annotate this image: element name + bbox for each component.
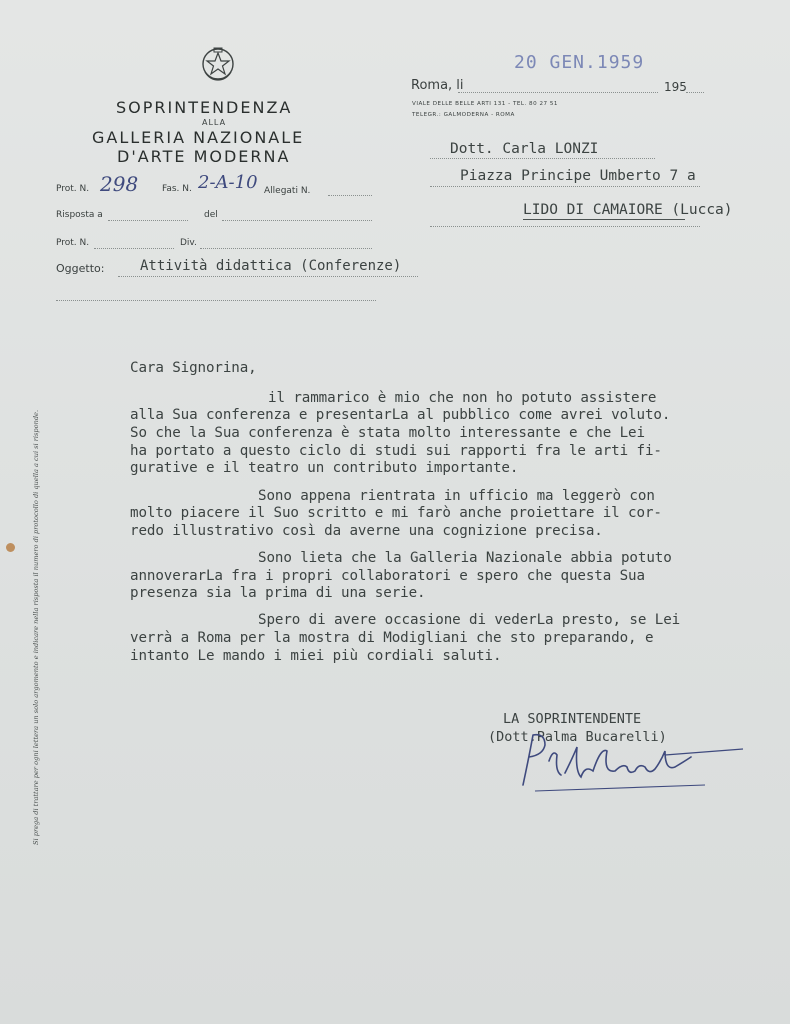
year-line — [686, 92, 704, 93]
place-label: Roma, li — [411, 78, 464, 93]
recipient-city-underline — [523, 219, 685, 220]
letterhead-line2: ALLA — [202, 118, 227, 127]
recipient-city: LIDO DI CAMAIORE (Lucca) — [523, 202, 733, 218]
signature-name: (Dott.Palma Bucarelli) — [488, 729, 667, 745]
body-line: presenza sia la prima di una serie. — [130, 585, 426, 601]
italian-emblem-icon — [200, 45, 236, 83]
allegati-label: Allegati N. — [264, 186, 311, 196]
recipient-street: Piazza Principe Umberto 7 a — [460, 168, 696, 184]
recipient-street-line — [430, 186, 700, 187]
date-line — [458, 92, 658, 93]
body-line: annoverarLa fra i propri collaboratori e spero che questa Sua — [130, 568, 645, 584]
recipient-name: Dott. Carla LONZI — [450, 141, 599, 157]
prot2-line — [94, 248, 174, 249]
allegati-line — [328, 195, 372, 196]
punch-hole-mark — [6, 543, 15, 552]
year-prefix: 195 — [664, 80, 687, 94]
div-label: Div. — [180, 238, 197, 248]
oggetto-label: Oggetto: — [56, 262, 105, 275]
del-line — [222, 220, 372, 221]
letterhead-line1: SOPRINTENDENZA — [116, 98, 293, 117]
del-label: del — [204, 210, 218, 220]
body-line: intanto Le mando i miei più cordiali saluti. — [130, 648, 502, 664]
body-line: molto piacere il Suo scritto e mi farò anche proiettare il cor- — [130, 505, 662, 521]
body-line: il rammarico è mio che non ho potuto assistere — [268, 390, 657, 406]
fas-value: 2-A-10 — [198, 172, 258, 193]
prot2-label: Prot. N. — [56, 238, 90, 248]
body-line: alla Sua conferenza e presentarLa al pubblico come avrei voluto. — [130, 407, 671, 423]
letterhead-line4: D'ARTE MODERNA — [117, 147, 291, 166]
oggetto-line1 — [118, 276, 418, 277]
address-line1: VIALE DELLE BELLE ARTI 131 - TEL. 80 27 51 — [412, 101, 558, 107]
signature-title: LA SOPRINTENDENTE — [503, 711, 642, 727]
body-line: Sono lieta che la Galleria Nazionale abbia potuto — [258, 550, 672, 566]
prot-label: Prot. N. — [56, 184, 90, 194]
body-line: Spero di avere occasione di vederLa presto, se Lei — [258, 612, 681, 628]
salutation: Cara Signorina, — [130, 360, 257, 376]
body-line: verrà a Roma per la mostra di Modigliani che sto preparando, e — [130, 630, 654, 646]
letterhead-line3: GALLERIA NAZIONALE — [92, 128, 305, 147]
handwritten-signature — [515, 727, 745, 797]
risposta-line — [108, 220, 188, 221]
prot-value: 298 — [100, 172, 139, 196]
oggetto-line2 — [56, 300, 376, 301]
recipient-name-line — [430, 158, 655, 159]
oggetto-value: Attività didattica (Conferenze) — [140, 258, 402, 274]
signature-handwritten-text — [600, 780, 606, 781]
body-line: gurative e il teatro un contributo importante. — [130, 460, 519, 476]
body-line: So che la Sua conferenza è stata molto interessante e che Lei — [130, 425, 645, 441]
fas-label: Fas. N. — [162, 184, 192, 194]
body-line: redo illustrativo così da averne una cognizione precisa. — [130, 523, 603, 539]
date-stamp: 20 GEN.1959 — [514, 52, 645, 73]
div-line — [200, 248, 372, 249]
side-note: Si prega di trattare per ogni lettera un solo argomento e indicare nella risposta il numero di protocollo di quella a cui si risponde. — [32, 409, 40, 845]
risposta-label: Risposta a — [56, 210, 103, 220]
address-line2: TELEGR.: GALMODERNA - ROMA — [412, 112, 515, 118]
recipient-city-line — [430, 226, 700, 227]
body-line: ha portato a questo ciclo di studi sui rapporti fra le arti fi- — [130, 443, 662, 459]
body-line: Sono appena rientrata in ufficio ma leggerò con — [258, 488, 655, 504]
